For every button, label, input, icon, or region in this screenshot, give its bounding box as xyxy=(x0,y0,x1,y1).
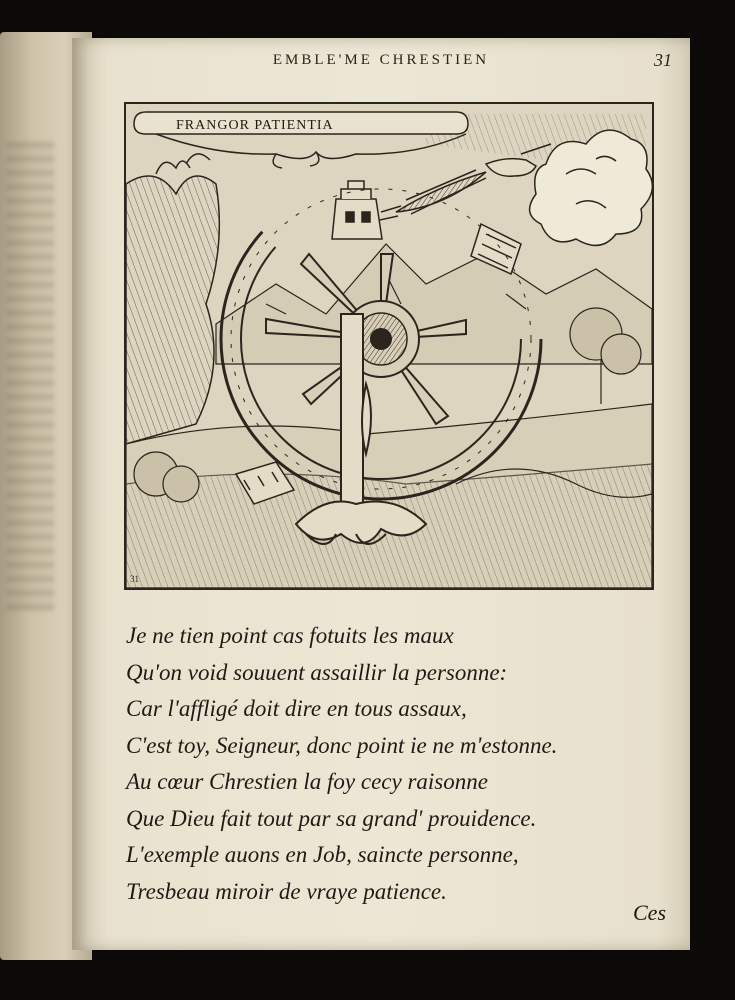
verse-line: L'exemple auons en Job, saincte personne, xyxy=(126,842,519,867)
catchword: Ces xyxy=(633,900,666,925)
plate-number: 31 xyxy=(130,574,139,584)
ground-landscape xyxy=(126,404,652,588)
verse-line: Tresbeau miroir de vraye patience. xyxy=(126,878,447,904)
verse-line: Au cœur Chrestien la foy cecy raisonne xyxy=(126,769,488,794)
emblem-engraving xyxy=(124,102,654,590)
verse-line: Que Dieu fait tout par sa grand' prouidence. xyxy=(126,805,537,831)
verse-line: Car l'affligé doit dire en tous assaux, xyxy=(126,696,467,721)
page-number: 31 xyxy=(654,50,672,70)
rocky-cliff xyxy=(126,154,219,444)
verse-line: C'est toy, Seigneur, donc point ie ne m'estonne. xyxy=(126,732,558,758)
running-title: EMBLE'ME CHRESTIEN xyxy=(272,52,490,68)
emblem-verse xyxy=(126,618,666,910)
engraving-illustration xyxy=(126,104,652,588)
emblem-motto: FRANGOR PATIENTIA xyxy=(176,118,334,133)
verse-line: Je ne tien point cas fotuits les maux xyxy=(126,623,454,648)
show-through-text xyxy=(6,142,54,612)
book-page xyxy=(72,38,690,950)
verse-line: Qu'on void souuent assaillir la personne: xyxy=(126,659,508,685)
